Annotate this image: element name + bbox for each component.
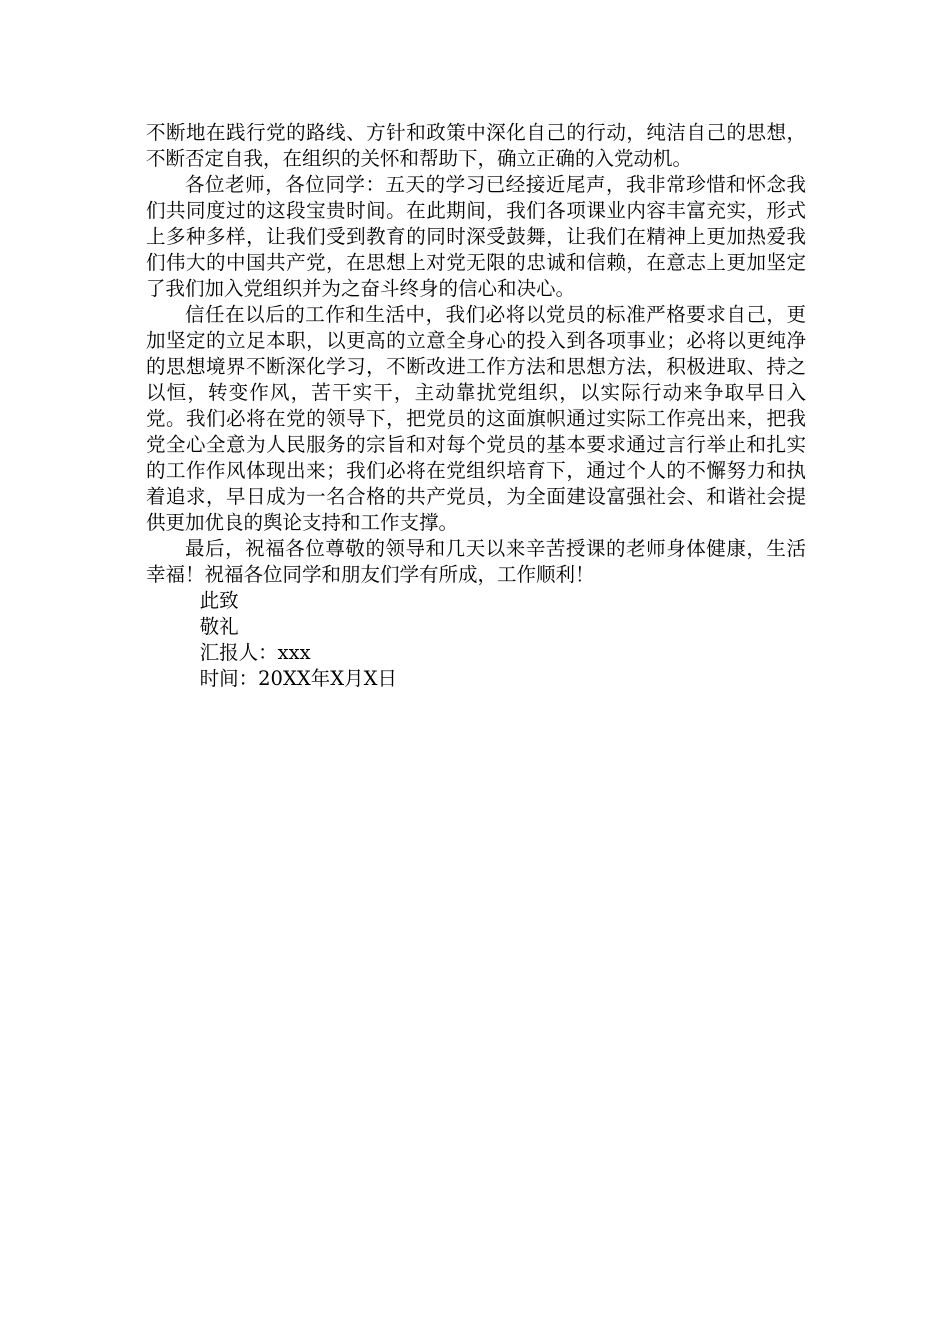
paragraph-study-reflection: 各位老师，各位同学：五天的学习已经接近尾声，我非常珍惜和怀念我们共同度过的这段宝贵时间。在此期间，我们各项课业内容丰富充实，形式上多种多样，让我们受到教育的同时深受鼓舞，让我们在精神上更加热爱我们伟大的中国共产党，在思想上对党无限的忠诚和信赖，在意志上更加坚定了我们加入党组织并为之奋斗终身的信心和决心。 <box>146 173 806 300</box>
paragraph-blessing: 最后，祝福各位尊敬的领导和几天以来辛苦授课的老师身体健康，生活幸福！祝福各位同学和朋友们学有所成，工作顺利！ <box>146 537 806 586</box>
closing-salutation-jing-li: 敬礼 <box>199 615 239 638</box>
document-body <box>146 120 806 692</box>
report-date: 时间：20XX年X月X日 <box>199 667 397 690</box>
reporter-signature: 汇报人：xxx <box>199 641 311 664</box>
paragraph-intro-continuation: 不断地在践行党的路线、方针和政策中深化自己的行动，纯洁自己的思想，不断否定自我，在组织的关怀和帮助下，确立正确的入党动机。 <box>146 121 806 170</box>
closing-salutation-ci-zhi: 此致 <box>199 589 239 612</box>
paragraph-future-commitment: 信任在以后的工作和生活中，我们必将以党员的标准严格要求自己，更加坚定的立足本职，以更高的立意全身心的投入到各项事业；必将以更纯净的思想境界不断深化学习，不断改进工作方法和思想方法，积极进取、持之以恒，转变作风，苦干实干，主动靠扰党组织，以实际行动来争取早日入党。我们必将在党的领导下，把党员的这面旗帜通过实际工作亮出来，把我党全心全意为人民服务的宗旨和对每个党员的基本要求通过言行举止和扎实的工作作风体现出来；我们必将在党组织培育下，通过个人的不懈努力和执着追求，早日成为一名合格的共产党员，为全面建设富强社会、和谐社会提供更加优良的舆论支持和工作支撑。 <box>146 303 806 534</box>
